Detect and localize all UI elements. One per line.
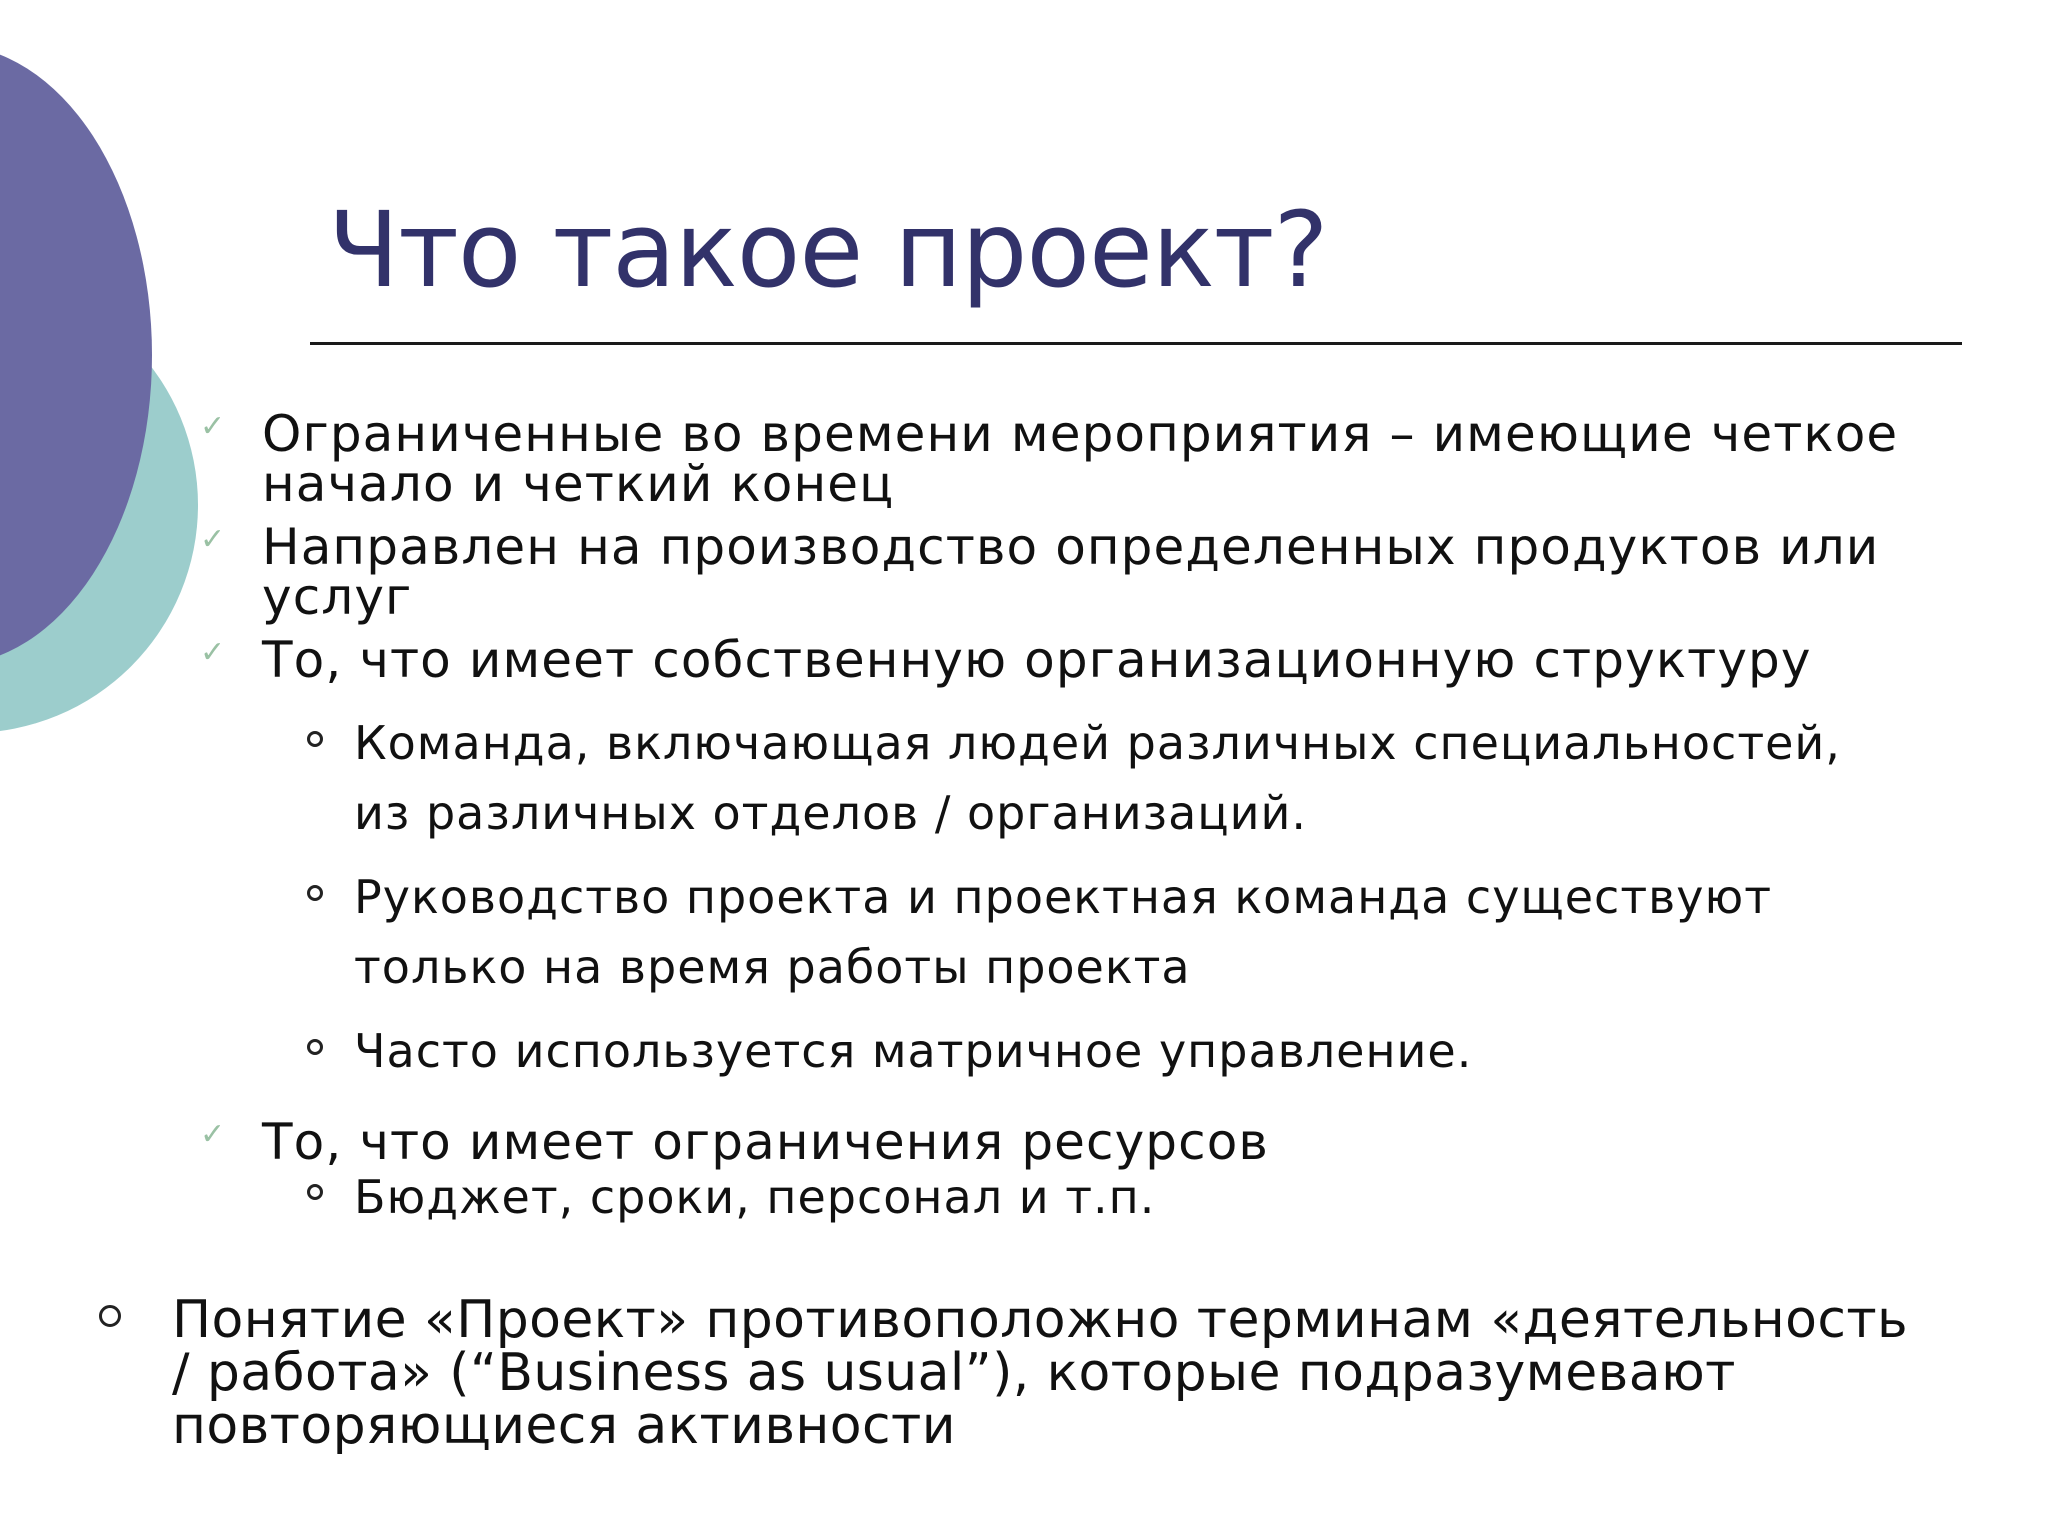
sub-bullet-3-3-line-1: Часто используется матричное управление. <box>354 1024 1473 1078</box>
sub-bullet-3-2-line-2: только на время работы проекта <box>354 940 1191 994</box>
footer-bullet-line-2: / работа» (“Business as usual”), которые подразумевают <box>172 1343 1736 1403</box>
sub-bullet-3-1-line-1: Команда, включающая людей различных специальностей, <box>354 716 1841 770</box>
check-icon: ✓ <box>200 635 226 670</box>
check-icon: ✓ <box>200 522 226 557</box>
sub-bullet-4-1-line-1: Бюджет, сроки, персонал и т.п. <box>354 1170 1156 1224</box>
check-icon: ✓ <box>200 1117 226 1152</box>
ring-bullet-icon <box>99 1305 121 1327</box>
bullet-4-line-1: То, что имеет ограничения ресурсов <box>262 1113 1269 1171</box>
bullet-3-line-1: То, что имеет собственную организационную структуру <box>262 631 1812 689</box>
footer-bullet-line-3: повторяющиеся активности <box>172 1396 956 1456</box>
bullet-2-line-1: Направлен на производство определенных продуктов или <box>262 518 1880 576</box>
slide-title: Что такое проект? <box>328 189 1328 311</box>
bullet-1-line-2: начало и четкий конец <box>262 455 895 513</box>
ring-bullet-icon <box>307 1184 323 1200</box>
footer-bullet-line-1: Понятие «Проект» противоположно терминам «деятельность <box>172 1290 1909 1350</box>
ring-bullet-icon <box>307 731 323 747</box>
bullet-1-line-1: Ограниченные во времени мероприятия – имеющие четкое <box>262 405 1899 463</box>
sub-bullet-3-1-line-2: из различных отделов / организаций. <box>354 786 1308 840</box>
title-underline <box>310 342 1962 345</box>
ring-bullet-icon <box>307 885 323 901</box>
check-icon: ✓ <box>200 409 226 444</box>
sub-bullet-3-2-line-1: Руководство проекта и проектная команда существуют <box>354 870 1772 924</box>
ring-bullet-icon <box>307 1039 323 1055</box>
bullet-2-line-2: услуг <box>262 568 413 626</box>
